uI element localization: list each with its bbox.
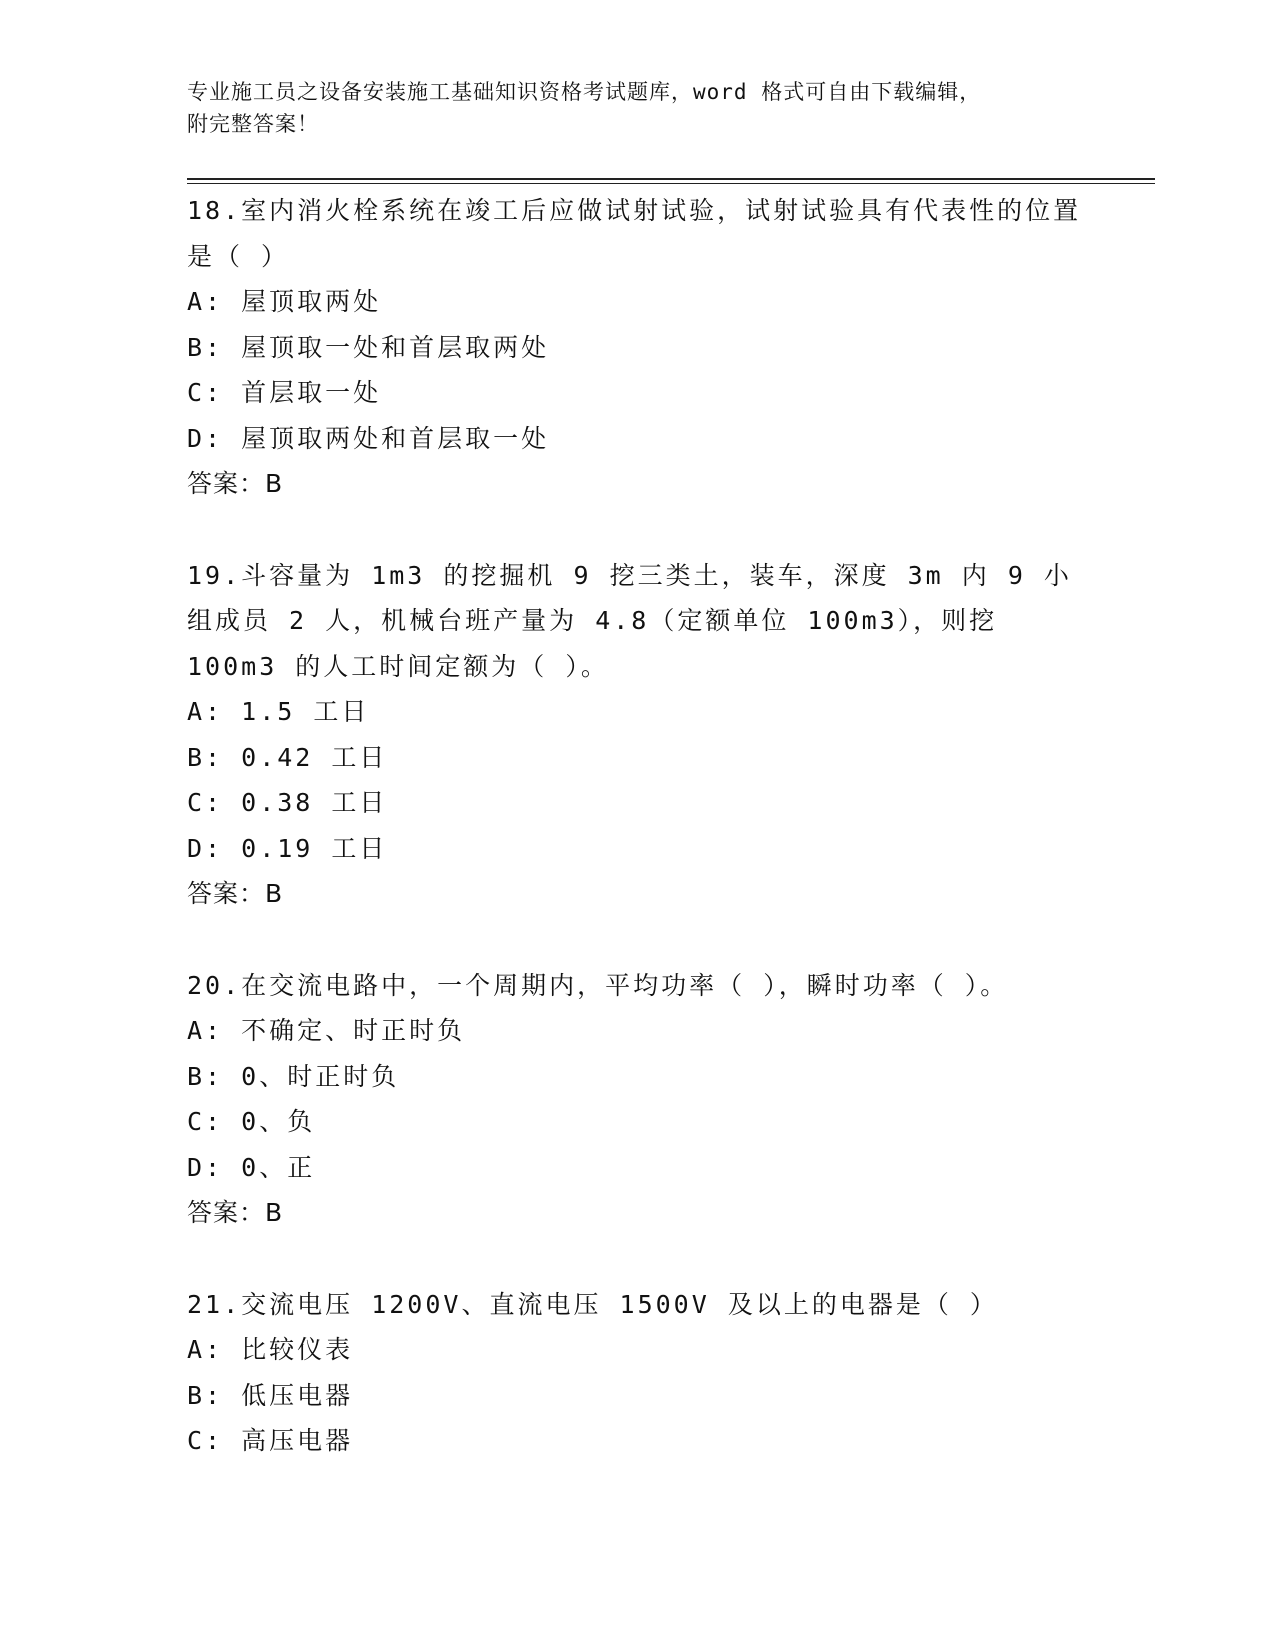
option-a: A: 屋顶取两处 xyxy=(187,287,382,316)
option-c: C: 首层取一处 xyxy=(187,378,382,407)
option-d: D: 0.19 工日 xyxy=(187,833,388,863)
document-header xyxy=(187,76,1067,140)
question-stem: 19.斗容量为 1m3 的挖掘机 9 挖三类土，装车，深度 3m 内 9 小组成员 2 人，机械台班产量为 4.8（定额单位 100m3），则挖 100m3 的人工时间定额为（ ）。 xyxy=(187,560,1072,681)
question-list xyxy=(187,188,1087,1464)
option-c: C: 0.38 工日 xyxy=(187,788,388,817)
header-divider-thin xyxy=(187,183,1155,184)
option-c: C: 高压电器 xyxy=(187,1426,354,1455)
answer-line: 答案：B xyxy=(187,1198,284,1227)
question-stem: 21.交流电压 1200V、直流电压 1500V 及以上的电器是（ ） xyxy=(187,1289,998,1319)
option-b: B: 0、时正时负 xyxy=(187,1061,400,1091)
header-divider-thick xyxy=(187,178,1155,180)
question-spacer xyxy=(187,507,1087,553)
answer-line: 答案：B xyxy=(187,879,284,908)
header-line-2: 附完整答案！ xyxy=(187,112,319,136)
question-spacer xyxy=(187,1236,1087,1282)
option-b: B: 屋顶取一处和首层取两处 xyxy=(187,332,550,362)
option-a: A: 1.5 工日 xyxy=(187,697,370,726)
question-19 xyxy=(187,553,1087,917)
header-line-1: 专业施工员之设备安装施工基础知识资格考试题库，word 格式可自由下载编辑， xyxy=(187,80,982,104)
question-20 xyxy=(187,963,1087,1236)
option-b: B: 0.42 工日 xyxy=(187,742,388,772)
option-b: B: 低压电器 xyxy=(187,1380,354,1410)
option-a: A: 不确定、时正时负 xyxy=(187,1016,466,1045)
question-21 xyxy=(187,1282,1087,1464)
option-a: A: 比较仪表 xyxy=(187,1335,354,1364)
option-c: C: 0、负 xyxy=(187,1107,316,1136)
option-d: D: 屋顶取两处和首层取一处 xyxy=(187,423,550,453)
question-stem: 20.在交流电路中，一个周期内，平均功率（ ），瞬时功率（ ）。 xyxy=(187,970,1009,1000)
answer-line: 答案：B xyxy=(187,469,284,498)
question-18 xyxy=(187,188,1087,507)
option-d: D: 0、正 xyxy=(187,1152,316,1182)
question-stem: 18.室内消火栓系统在竣工后应做试射试验，试射试验具有代表性的位置是（ ） xyxy=(187,196,1082,271)
question-spacer xyxy=(187,917,1087,963)
